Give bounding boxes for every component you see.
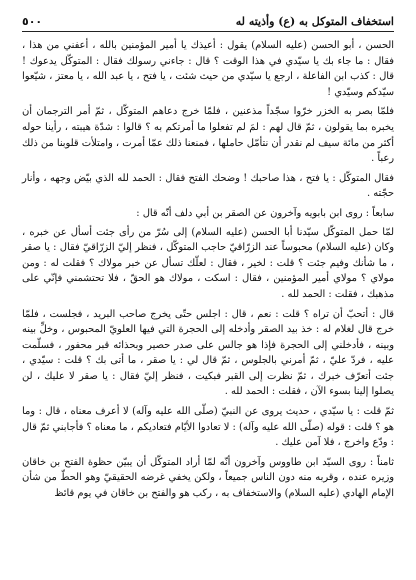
paragraph: فقال المتوكّل : يا فتح ، هذا صاحبك ! وضحك الفتح فقال : الحمد لله الذي بيّض وجهه ، وأنار حجّته .: [22, 172, 394, 200]
paragraph: الحسن ، أبو الحسن (عليه السلام) يقول : أعيذك يا أمير المؤمنين بالله ، أعفني من هذا ، فقال : ما جاء بك يا سيّدي في هذا الوقت ؟ قال : جاءني رسولك فقال : المتوكّل يدعوك ! قال : كذب ابن الفاعلة ، ارجع يا سيّدي من حيث شئت ، يا فتح ، يا عبد الله ، يا معتز ، شيّعوا سيّدكم وسيّدي !: [22, 40, 394, 98]
paragraph: ثمّ قلت : يا سيّدي ، حديث يروى عن النبيّ (صلّى الله عليه وآله) لا أعرف معناه ، قال : وما هو ؟ قلت : قوله (صلّى الله عليه وآله) : لا تعادوا الأيّام فتعاديكم ، ما معناه ؟ فأجابني ثمّ قال : ودّع واخرج ، فلا آمن عليك .: [22, 406, 394, 449]
paragraph: سابعاً : روى ابن بابويه وآخرون عن الصقر بن أبي دلف أنّه قال :: [136, 207, 394, 219]
page-number: ٥٠٠: [22, 15, 43, 28]
paragraph: لمّا حمل المتوكّل سيّدنا أبا الحسن (عليه السلام) إلى سُرّ من رأى جئت أسأل عن خبره ، وكان (عليه السلام) محبوساً عند الزرّاقيّ حاجب المتوكّل ، فنظر إليّ الزرّاقيّ فقال : يا صقر ، ما شأنك وفيم جئت ؟ قلت : لخير ، فقال : لعلّك تسأل عن خبر مولاك ؟ فقلت له : ومن مولاي ؟ مولاي أمير المؤمنين ، فقال : اسكت ، مولاك هو الحقّ ، فلا تحتشمني فإنّي على مذهبك ، فقلت : الحمد لله .: [22, 226, 394, 300]
paragraph: ثامناً : روى السيّد ابن طاووس وآخرون أنّه لمّا أراد المتوكّل أن يبيّن حظوة الفتح بن خاقان وزيره عنده ، وقربه منه دون الناس جميعاً ، ولكن يخفي غرضه الحقيقيّ وهو الحطّ من شأن الإمام الهادي (عليه السلام) والاستخفاف به ، ركب هو والفتح بن خاقان في يوم قائظ: [22, 456, 394, 500]
paragraph: فلمّا بصر به الخزر خرّوا سجّداً مذعنين ، فلمّا خرج دعاهم المتوكّل ، ثمّ أمر الترجمان أن يخبره بما يقولون ، ثمّ قال لهم : لمَ لم تفعلوا ما أمرتكم به ؟ قالوا : شدّة هيبته ، رأينا حوله أكثر من مائة سيف لم نقدر أن نتأمّل حاملها ، فمنعنا ذلك عمّا أمرت ، وامتلأت قلوبنا من ذلك رعباً .: [22, 106, 394, 165]
running-header: [22, 10, 394, 28]
page-body: [22, 38, 394, 502]
paragraph: قال : أتحبّ أن تراه ؟ قلت : نعم ، قال : اجلس حتّى يخرج صاحب البريد ، فجلست ، فلمّا خرج قال لغلام له : خذ بيد الصقر وأدخله إلى الحجرة التي فيها العلويّ المحبوس ، وخلِّ بينه وبينه ، فأدخلني إلى الحجرة فإذا هو جالس على صدر حصير وبحذائه قبر محفور ، فسلّمت عليه ، فردّ عليّ ، ثمّ أمرني بالجلوس ، ثمّ قال لي : يا صقر ، ما أتى بك ؟ قلت : سيّدي ، جئت أتعرّف خبرك ، ثمّ نظرت إلى القبر فبكيت ، فنظر إليّ فقال : يا صقر لا عليك ، لن يصلوا إلينا بسوء الآن ، فقلت : الحمد لله .: [22, 308, 394, 398]
running-title: استخفاف المتوكل به (ع) وأذيته له: [235, 15, 394, 28]
header-rule: [22, 31, 394, 32]
